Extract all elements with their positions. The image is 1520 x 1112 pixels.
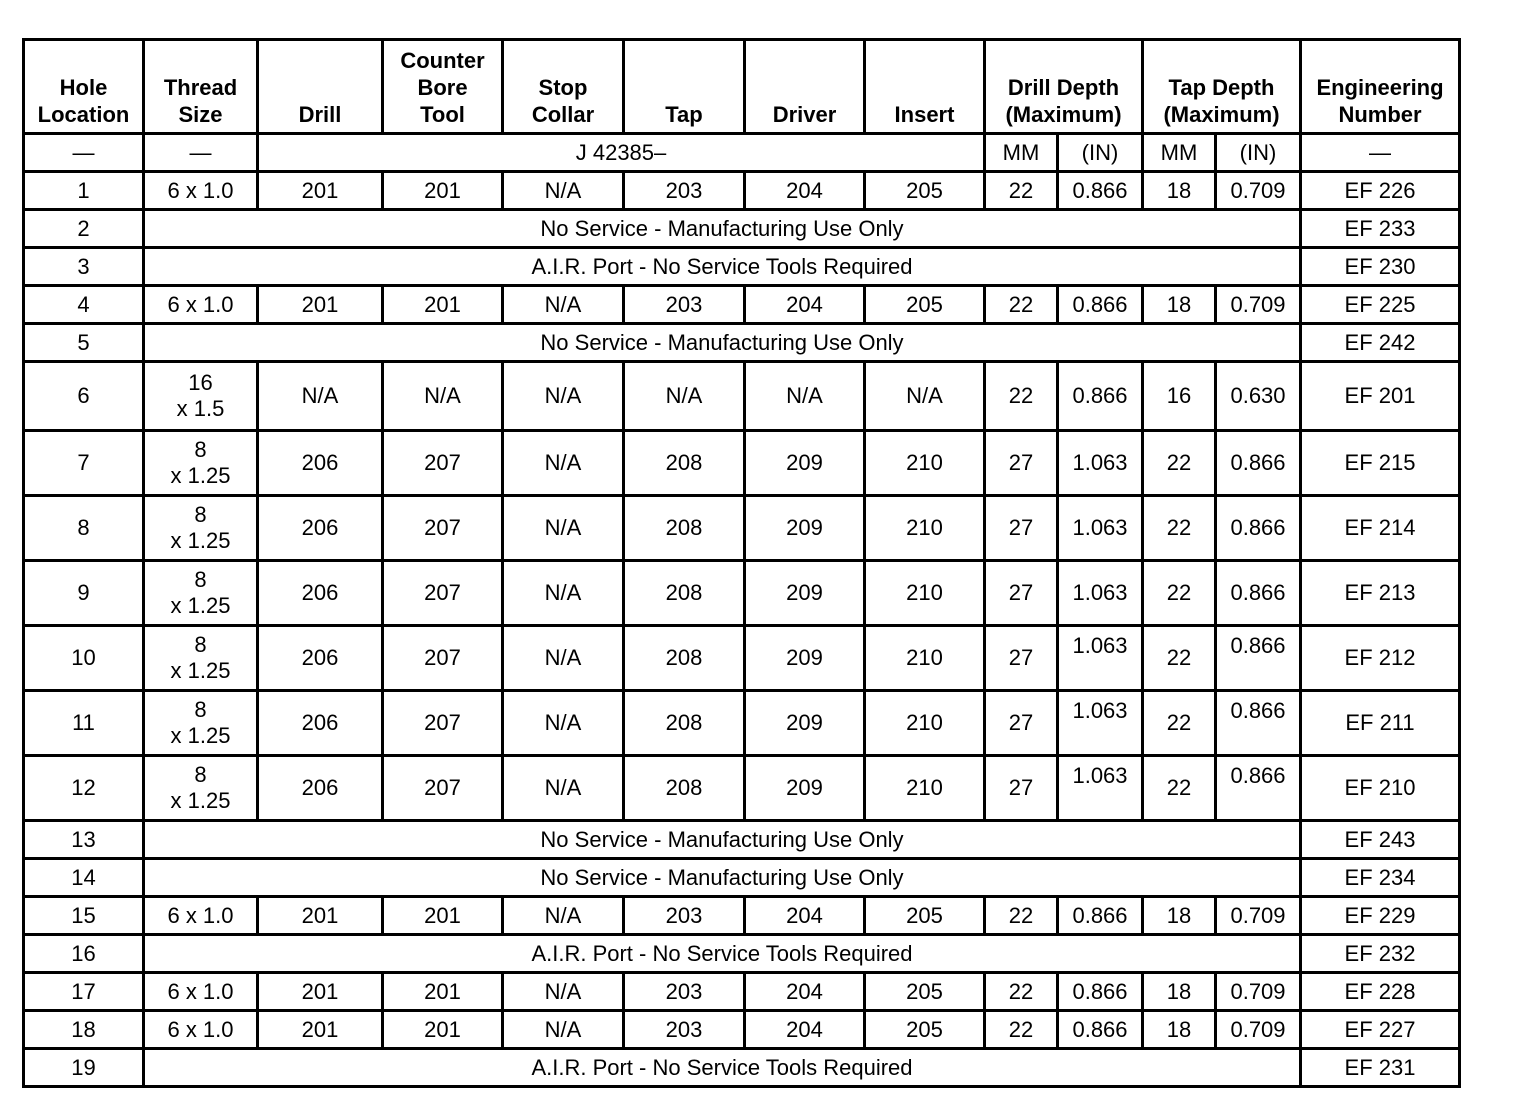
header-tap-depth: Tap Depth (Maximum) bbox=[1143, 40, 1301, 134]
tap-depth-mm-cell: 18 bbox=[1143, 1011, 1216, 1049]
drill-depth-mm-cell: 27 bbox=[985, 496, 1058, 561]
engineering-number-cell: EF 233 bbox=[1301, 210, 1460, 248]
insert-cell: 205 bbox=[865, 973, 985, 1011]
hole-location-cell: 7 bbox=[24, 431, 144, 496]
tap-depth-mm-cell: 22 bbox=[1143, 431, 1216, 496]
table-row bbox=[24, 859, 1460, 897]
thread-size-line: 6 x 1.0 bbox=[167, 291, 234, 317]
table-row bbox=[24, 431, 1460, 496]
drill-cell: N/A bbox=[258, 362, 383, 431]
tap-depth-mm-cell: 22 bbox=[1143, 626, 1216, 691]
thread-size-cell bbox=[144, 172, 258, 210]
tap-cell: N/A bbox=[624, 362, 745, 431]
thread-size-line: x 1.25 bbox=[170, 658, 231, 683]
note-cell: No Service - Manufacturing Use Only bbox=[144, 324, 1301, 362]
thread-size-cell bbox=[144, 626, 258, 691]
thread-size-cell bbox=[144, 756, 258, 821]
tap-depth-mm-cell: 22 bbox=[1143, 756, 1216, 821]
drill-depth-in-cell: 0.866 bbox=[1058, 1011, 1143, 1049]
tap-cell: 203 bbox=[624, 172, 745, 210]
table-row bbox=[24, 210, 1460, 248]
drill-depth-in-cell: 1.063 bbox=[1058, 626, 1143, 691]
engineering-number-cell: EF 226 bbox=[1301, 172, 1460, 210]
engineering-number-cell: EF 242 bbox=[1301, 324, 1460, 362]
thread-size-cell bbox=[144, 897, 258, 935]
drill-cell: 201 bbox=[258, 172, 383, 210]
note-cell: A.I.R. Port - No Service Tools Required bbox=[144, 935, 1301, 973]
thread-size-cell bbox=[144, 973, 258, 1011]
drill-depth-mm-cell: 22 bbox=[985, 172, 1058, 210]
hole-location-cell: 19 bbox=[24, 1049, 144, 1087]
header-driver: Driver bbox=[745, 40, 865, 134]
drill-depth-in-cell: 0.866 bbox=[1058, 172, 1143, 210]
table-row bbox=[24, 324, 1460, 362]
thread-size-line: 8 bbox=[194, 502, 207, 527]
insert-cell: 210 bbox=[865, 496, 985, 561]
thread-size-cell bbox=[144, 561, 258, 626]
counter-bore-cell: 201 bbox=[383, 973, 503, 1011]
tap-depth-in-cell: 0.866 bbox=[1216, 756, 1301, 821]
engineering-number-cell: EF 215 bbox=[1301, 431, 1460, 496]
counter-bore-cell: 201 bbox=[383, 897, 503, 935]
drill-depth-mm-cell: 27 bbox=[985, 561, 1058, 626]
driver-cell: 209 bbox=[745, 756, 865, 821]
stop-collar-cell: N/A bbox=[503, 626, 624, 691]
tap-depth-in-cell: 0.709 bbox=[1216, 897, 1301, 935]
hole-location-cell: 17 bbox=[24, 973, 144, 1011]
tap-depth-mm-cell: 18 bbox=[1143, 286, 1216, 324]
stop-collar-cell: N/A bbox=[503, 172, 624, 210]
units-hole: — bbox=[24, 134, 144, 172]
tap-depth-mm-cell: 22 bbox=[1143, 691, 1216, 756]
stop-collar-cell: N/A bbox=[503, 756, 624, 821]
engineering-number-cell: EF 232 bbox=[1301, 935, 1460, 973]
note-cell: No Service - Manufacturing Use Only bbox=[144, 821, 1301, 859]
thread-size-line: 6 x 1.0 bbox=[167, 177, 234, 203]
tap-cell: 203 bbox=[624, 1011, 745, 1049]
units-drill-mm: MM bbox=[985, 134, 1058, 172]
thread-size-line: x 1.25 bbox=[170, 788, 231, 813]
tap-depth-in-cell: 0.866 bbox=[1216, 626, 1301, 691]
thread-size-line: x 1.25 bbox=[170, 528, 231, 553]
counter-bore-cell: 201 bbox=[383, 1011, 503, 1049]
driver-cell: 204 bbox=[745, 286, 865, 324]
table-row bbox=[24, 362, 1460, 431]
hole-location-cell: 1 bbox=[24, 172, 144, 210]
tap-depth-in-cell: 0.709 bbox=[1216, 286, 1301, 324]
thread-size-line: x 1.25 bbox=[170, 463, 231, 488]
thread-size-line: 8 bbox=[194, 437, 207, 462]
note-cell: A.I.R. Port - No Service Tools Required bbox=[144, 1049, 1301, 1087]
table-row bbox=[24, 821, 1460, 859]
thread-size-line: x 1.5 bbox=[176, 396, 225, 421]
engineering-number-cell: EF 214 bbox=[1301, 496, 1460, 561]
drill-depth-in-cell: 1.063 bbox=[1058, 561, 1143, 626]
driver-cell: 204 bbox=[745, 172, 865, 210]
table-row bbox=[24, 561, 1460, 626]
counter-bore-cell: 207 bbox=[383, 431, 503, 496]
hole-location-cell: 4 bbox=[24, 286, 144, 324]
driver-cell: 209 bbox=[745, 431, 865, 496]
hole-location-cell: 13 bbox=[24, 821, 144, 859]
drill-cell: 201 bbox=[258, 286, 383, 324]
insert-cell: 210 bbox=[865, 691, 985, 756]
drill-depth-mm-cell: 22 bbox=[985, 973, 1058, 1011]
counter-bore-cell: 201 bbox=[383, 172, 503, 210]
note-cell: No Service - Manufacturing Use Only bbox=[144, 859, 1301, 897]
counter-bore-cell: 201 bbox=[383, 286, 503, 324]
thread-size-cell bbox=[144, 431, 258, 496]
header-stop-collar: Stop Collar bbox=[503, 40, 624, 134]
thread-size-line: 8 bbox=[194, 762, 207, 787]
driver-cell: 204 bbox=[745, 1011, 865, 1049]
units-tap-mm: MM bbox=[1143, 134, 1216, 172]
drill-cell: 206 bbox=[258, 561, 383, 626]
drill-depth-in-cell: 1.063 bbox=[1058, 431, 1143, 496]
tap-depth-mm-cell: 16 bbox=[1143, 362, 1216, 431]
insert-cell: 205 bbox=[865, 172, 985, 210]
hole-location-cell: 8 bbox=[24, 496, 144, 561]
drill-depth-in-cell: 1.063 bbox=[1058, 496, 1143, 561]
hole-location-cell: 16 bbox=[24, 935, 144, 973]
table-row bbox=[24, 1049, 1460, 1087]
engineering-number-cell: EF 228 bbox=[1301, 973, 1460, 1011]
engineering-number-cell: EF 201 bbox=[1301, 362, 1460, 431]
tap-cell: 203 bbox=[624, 286, 745, 324]
driver-cell: 204 bbox=[745, 973, 865, 1011]
thread-size-cell bbox=[144, 286, 258, 324]
driver-cell: 204 bbox=[745, 897, 865, 935]
table-row bbox=[24, 897, 1460, 935]
drill-depth-in-cell: 1.063 bbox=[1058, 756, 1143, 821]
counter-bore-cell: 207 bbox=[383, 691, 503, 756]
stop-collar-cell: N/A bbox=[503, 561, 624, 626]
tap-cell: 208 bbox=[624, 626, 745, 691]
units-thread: — bbox=[144, 134, 258, 172]
hole-location-cell: 12 bbox=[24, 756, 144, 821]
engineering-number-cell: EF 210 bbox=[1301, 756, 1460, 821]
tap-depth-in-cell: 0.866 bbox=[1216, 561, 1301, 626]
insert-cell: 210 bbox=[865, 561, 985, 626]
hole-tool-table bbox=[22, 38, 1461, 1088]
drill-cell: 206 bbox=[258, 431, 383, 496]
engineering-number-cell: EF 230 bbox=[1301, 248, 1460, 286]
table-row bbox=[24, 172, 1460, 210]
thread-size-line: 6 x 1.0 bbox=[167, 978, 234, 1004]
drill-cell: 206 bbox=[258, 496, 383, 561]
header-hole-location: Hole Location bbox=[24, 40, 144, 134]
counter-bore-cell: 207 bbox=[383, 561, 503, 626]
counter-bore-cell: 207 bbox=[383, 626, 503, 691]
header-insert: Insert bbox=[865, 40, 985, 134]
drill-depth-mm-cell: 22 bbox=[985, 286, 1058, 324]
engineering-number-cell: EF 225 bbox=[1301, 286, 1460, 324]
header-thread-size: Thread Size bbox=[144, 40, 258, 134]
drill-depth-mm-cell: 22 bbox=[985, 897, 1058, 935]
tap-cell: 208 bbox=[624, 756, 745, 821]
tap-cell: 203 bbox=[624, 973, 745, 1011]
stop-collar-cell: N/A bbox=[503, 286, 624, 324]
header-tap: Tap bbox=[624, 40, 745, 134]
driver-cell: 209 bbox=[745, 691, 865, 756]
insert-cell: 210 bbox=[865, 756, 985, 821]
units-tap-in: (IN) bbox=[1216, 134, 1301, 172]
note-cell: A.I.R. Port - No Service Tools Required bbox=[144, 248, 1301, 286]
table-row bbox=[24, 973, 1460, 1011]
stop-collar-cell: N/A bbox=[503, 496, 624, 561]
thread-size-cell bbox=[144, 1011, 258, 1049]
thread-size-line: x 1.25 bbox=[170, 723, 231, 748]
table-row bbox=[24, 286, 1460, 324]
units-eng: — bbox=[1301, 134, 1460, 172]
drill-cell: 201 bbox=[258, 897, 383, 935]
table-row bbox=[24, 691, 1460, 756]
table-row bbox=[24, 496, 1460, 561]
thread-size-line: 16 bbox=[188, 370, 213, 395]
tap-depth-in-cell: 0.709 bbox=[1216, 1011, 1301, 1049]
engineering-number-cell: EF 243 bbox=[1301, 821, 1460, 859]
thread-size-line: 8 bbox=[194, 632, 207, 657]
insert-cell: 205 bbox=[865, 1011, 985, 1049]
drill-cell: 206 bbox=[258, 756, 383, 821]
engineering-number-cell: EF 213 bbox=[1301, 561, 1460, 626]
thread-size-line: x 1.25 bbox=[170, 593, 231, 618]
thread-size-cell bbox=[144, 691, 258, 756]
table-row bbox=[24, 935, 1460, 973]
header-counter-bore-tool: Counter Bore Tool bbox=[383, 40, 503, 134]
stop-collar-cell: N/A bbox=[503, 1011, 624, 1049]
tool-prefix: J 42385– bbox=[258, 134, 985, 172]
drill-depth-in-cell: 0.866 bbox=[1058, 897, 1143, 935]
hole-location-cell: 6 bbox=[24, 362, 144, 431]
counter-bore-cell: 207 bbox=[383, 756, 503, 821]
tap-depth-in-cell: 0.866 bbox=[1216, 431, 1301, 496]
thread-size-line: 6 x 1.0 bbox=[167, 902, 234, 928]
counter-bore-cell: N/A bbox=[383, 362, 503, 431]
note-cell: No Service - Manufacturing Use Only bbox=[144, 210, 1301, 248]
units-row bbox=[24, 134, 1460, 172]
tap-depth-mm-cell: 18 bbox=[1143, 973, 1216, 1011]
thread-size-line: 8 bbox=[194, 567, 207, 592]
stop-collar-cell: N/A bbox=[503, 973, 624, 1011]
driver-cell: 209 bbox=[745, 626, 865, 691]
drill-depth-mm-cell: 27 bbox=[985, 626, 1058, 691]
insert-cell: 205 bbox=[865, 897, 985, 935]
header-drill: Drill bbox=[258, 40, 383, 134]
table-row bbox=[24, 626, 1460, 691]
table-row bbox=[24, 248, 1460, 286]
drill-depth-mm-cell: 22 bbox=[985, 362, 1058, 431]
units-drill-in: (IN) bbox=[1058, 134, 1143, 172]
engineering-number-cell: EF 211 bbox=[1301, 691, 1460, 756]
drill-depth-in-cell: 0.866 bbox=[1058, 362, 1143, 431]
drill-cell: 201 bbox=[258, 1011, 383, 1049]
tap-depth-in-cell: 0.866 bbox=[1216, 496, 1301, 561]
engineering-number-cell: EF 212 bbox=[1301, 626, 1460, 691]
hole-location-cell: 14 bbox=[24, 859, 144, 897]
drill-depth-mm-cell: 27 bbox=[985, 691, 1058, 756]
insert-cell: N/A bbox=[865, 362, 985, 431]
tap-cell: 208 bbox=[624, 496, 745, 561]
engineering-number-cell: EF 234 bbox=[1301, 859, 1460, 897]
stop-collar-cell: N/A bbox=[503, 691, 624, 756]
insert-cell: 205 bbox=[865, 286, 985, 324]
insert-cell: 210 bbox=[865, 626, 985, 691]
driver-cell: 209 bbox=[745, 496, 865, 561]
engineering-number-cell: EF 229 bbox=[1301, 897, 1460, 935]
hole-location-cell: 11 bbox=[24, 691, 144, 756]
tap-cell: 208 bbox=[624, 431, 745, 496]
hole-location-cell: 15 bbox=[24, 897, 144, 935]
tap-depth-mm-cell: 22 bbox=[1143, 496, 1216, 561]
thread-size-cell bbox=[144, 496, 258, 561]
drill-depth-mm-cell: 27 bbox=[985, 431, 1058, 496]
tap-depth-mm-cell: 18 bbox=[1143, 172, 1216, 210]
hole-location-cell: 2 bbox=[24, 210, 144, 248]
drill-depth-in-cell: 0.866 bbox=[1058, 973, 1143, 1011]
thread-size-line: 6 x 1.0 bbox=[167, 1016, 234, 1042]
header-drill-depth: Drill Depth (Maximum) bbox=[985, 40, 1143, 134]
table-row bbox=[24, 1011, 1460, 1049]
header-engineering-number: Engineering Number bbox=[1301, 40, 1460, 134]
drill-depth-mm-cell: 22 bbox=[985, 1011, 1058, 1049]
stop-collar-cell: N/A bbox=[503, 431, 624, 496]
engineering-number-cell: EF 231 bbox=[1301, 1049, 1460, 1087]
drill-depth-in-cell: 0.866 bbox=[1058, 286, 1143, 324]
tap-cell: 208 bbox=[624, 691, 745, 756]
tap-depth-in-cell: 0.709 bbox=[1216, 973, 1301, 1011]
hole-location-cell: 10 bbox=[24, 626, 144, 691]
counter-bore-cell: 207 bbox=[383, 496, 503, 561]
drill-cell: 201 bbox=[258, 973, 383, 1011]
hole-location-cell: 3 bbox=[24, 248, 144, 286]
drill-depth-mm-cell: 27 bbox=[985, 756, 1058, 821]
insert-cell: 210 bbox=[865, 431, 985, 496]
tap-depth-in-cell: 0.866 bbox=[1216, 691, 1301, 756]
engineering-number-cell: EF 227 bbox=[1301, 1011, 1460, 1049]
hole-location-cell: 5 bbox=[24, 324, 144, 362]
tap-cell: 208 bbox=[624, 561, 745, 626]
hole-location-cell: 9 bbox=[24, 561, 144, 626]
drill-cell: 206 bbox=[258, 626, 383, 691]
drill-cell: 206 bbox=[258, 691, 383, 756]
tap-depth-in-cell: 0.709 bbox=[1216, 172, 1301, 210]
table-row bbox=[24, 756, 1460, 821]
tap-cell: 203 bbox=[624, 897, 745, 935]
tap-depth-in-cell: 0.630 bbox=[1216, 362, 1301, 431]
tap-depth-mm-cell: 22 bbox=[1143, 561, 1216, 626]
stop-collar-cell: N/A bbox=[503, 362, 624, 431]
hole-location-cell: 18 bbox=[24, 1011, 144, 1049]
thread-size-line: 8 bbox=[194, 697, 207, 722]
thread-size-cell bbox=[144, 362, 258, 431]
tap-depth-mm-cell: 18 bbox=[1143, 897, 1216, 935]
header-row bbox=[24, 40, 1460, 134]
stop-collar-cell: N/A bbox=[503, 897, 624, 935]
drill-depth-in-cell: 1.063 bbox=[1058, 691, 1143, 756]
driver-cell: N/A bbox=[745, 362, 865, 431]
driver-cell: 209 bbox=[745, 561, 865, 626]
